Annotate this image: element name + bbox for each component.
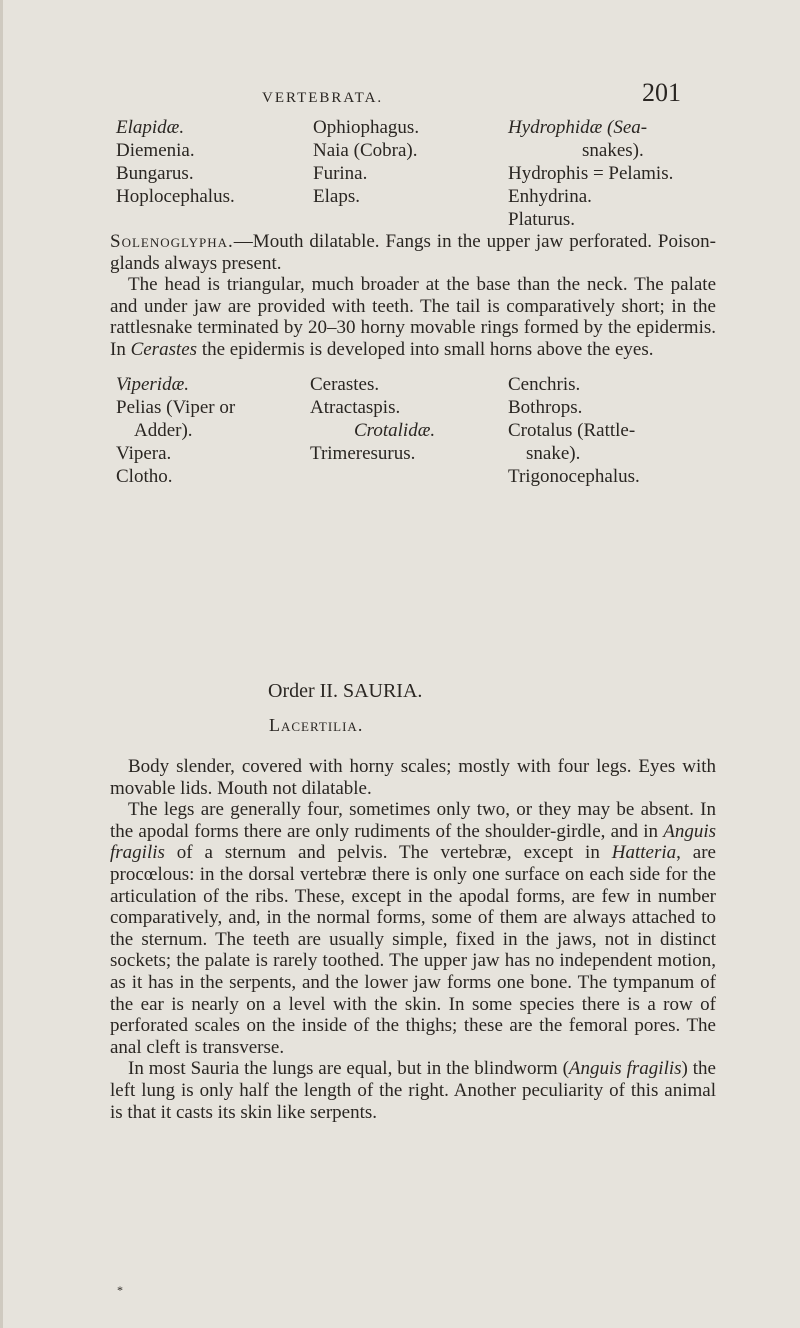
viperidae-col-2 xyxy=(310,373,435,465)
genus: Naia (Cobra). xyxy=(313,140,418,161)
genus: Hoplocephalus. xyxy=(116,186,235,207)
viperidae-col-1 xyxy=(116,373,235,488)
genus: Bungarus. xyxy=(116,163,194,184)
genus: Enhydrina. xyxy=(508,186,592,207)
sauria-paragraph-2: The legs are generally four, sometimes only two, or they may be absent. In the apodal forms there are only rudiments of the shoulder-girdle, and in Anguis fragilis of a sternum and pelvis. The vertebræ, except in Hatteria, are procœlous: in the dorsal vertebræ there is only one surface on each side for the articulation of the ribs. These, except in the apodal forms, are few in number comparatively, and, in the normal forms, some of them are always attached to the sternum. The teeth are usually simple, fixed in the jaws, not in distinct sockets; the palate is rarely toothed. The upper jaw has no independent motion, as it has in the serpents, and the lower jaw forms one bone. The tympanum of the ear is nearly on a level with the skin. In some species there is a row of perforated scales on the inside of the thighs; these are the femoral pores. The anal cleft is transverse. xyxy=(110,799,716,1058)
page-edge xyxy=(0,0,3,1328)
genus: Furina. xyxy=(313,163,368,184)
hydrophidae-col xyxy=(508,116,673,231)
section-heading: Solenoglypha. xyxy=(110,231,234,252)
suborder-heading: Lacertilia. xyxy=(269,715,364,735)
genus: Elaps. xyxy=(313,186,360,207)
genus: Pelias (Viper or xyxy=(116,397,236,418)
elapidae-col-2 xyxy=(313,116,419,208)
family-name: Hydrophidæ (Sea- xyxy=(508,117,648,138)
genus: Clotho. xyxy=(116,466,173,487)
sauria-paragraph-1: Body slender, covered with horny scales; mostly with four legs. Eyes with movable lids. Mouth not dilatable. xyxy=(110,756,716,799)
genus: Cerastes. xyxy=(310,374,380,395)
solenoglypha-paragraph xyxy=(110,231,716,361)
book-page: VERTEBRATA. 201 Elapidæ. Diemenia. Bungarus. Hoplocephalus. Ophiophagus. Naia (Cobra). Furina. Elaps. Hydrophidæ (Sea- snakes). Hydrophis = Pelamis. Enhydrina. Platurus. Solenoglypha.—Mouth dilatable. Fangs in the upper jaw perforated. Poison-glands always present. The head is triangular, much broader at the base than the neck. The palate and under jaw are provided with teeth. The tail is comparatively short; in the rattlesnake terminated by 20–30 horny movable rings formed by the epidermis. In Cerastes the epidermis is developed into small horns above the eyes. Viperidæ. Pelias (Viper or Adder). Vipera. Clotho. Cerastes. Atractaspis. Crotalidæ. Trimeresurus. Cenchris. Bothrops. Crotalus (Rattle- snake). Trigonocephalus. Order II. SAURIA. Lacertilia. Body slender, covered with horny scales; mostly with four legs. Eyes with movable lids. Mouth not dilatable. The legs are generally four, sometimes only two, or they may be absent. In the apodal forms there are only rudiments of the shoulder-girdle, and in Anguis fragilis of a sternum and pelvis. The vertebræ, except in Hatteria, are procœlous: in the dorsal vertebræ there is only one surface on each side for the articulation of the ribs. These, except in the apodal forms, are few in number comparatively, and, in the normal forms, some of them are always attached to the sternum. The teeth are usually simple, fixed in the jaws, not in distinct sockets; the palate is rarely toothed. The upper jaw has no independent motion, as it has in the serpents, and the lower jaw forms one bone. The tympanum of the ear is nearly on a level with the skin. In some species there is a row of perforated scales on the inside of the thighs; these are the femoral pores. The anal cleft is transverse. In most Sauria the lungs are equal, but in the blindworm (Anguis fragilis) the left lung is only half the length of the right. Another peculiarity of this animal is that it casts its skin like serpents. * xyxy=(0,0,800,1328)
family-name: Elapidæ. xyxy=(116,117,185,138)
genus: Crotalus (Rattle- xyxy=(508,420,636,441)
genus: Atractaspis. xyxy=(310,397,401,418)
running-head xyxy=(0,78,800,112)
genus: Ophiophagus. xyxy=(313,117,420,138)
genus: Platurus. xyxy=(508,209,576,230)
family-name: Crotalidæ. xyxy=(354,420,436,441)
genus: snakes). xyxy=(582,140,644,161)
genus: Vipera. xyxy=(116,443,172,464)
elapidae-col-1 xyxy=(116,116,235,208)
genus: Trigonocephalus. xyxy=(508,466,640,487)
running-head-title: VERTEBRATA. xyxy=(262,90,384,106)
solenoglypha-body: The head is triangular, much broader at the base than the neck. The palate and under jaw are provided with teeth. The tail is comparatively short; in the rattlesnake terminated by 20–30 horny movable rings formed by the epidermis. In Cerastes the epidermis is developed into small horns above the eyes. xyxy=(110,274,716,360)
family-name: Viperidæ. xyxy=(116,374,190,395)
page-number: 201 xyxy=(642,78,681,107)
viperidae-col-3 xyxy=(508,373,640,488)
genus: Bothrops. xyxy=(508,397,583,418)
genus: Adder). xyxy=(134,420,193,441)
sauria-text xyxy=(110,756,716,1123)
sauria-paragraph-3: In most Sauria the lungs are equal, but in the blindworm (Anguis fragilis) the left lung is only half the length of the right. Another peculiarity of this animal is that it casts its skin like serpents. xyxy=(110,1058,716,1123)
genus: Cenchris. xyxy=(508,374,581,395)
marginal-mark: * xyxy=(117,1283,123,1297)
genus: snake). xyxy=(526,443,581,464)
solenoglypha-intro: Solenoglypha.—Mouth dilatable. Fangs in the upper jaw perforated. Poison-glands always present. xyxy=(110,231,716,274)
genus: Trimeresurus. xyxy=(310,443,416,464)
genus: Hydrophis = Pelamis. xyxy=(508,163,674,184)
genus: Diemenia. xyxy=(116,140,195,161)
